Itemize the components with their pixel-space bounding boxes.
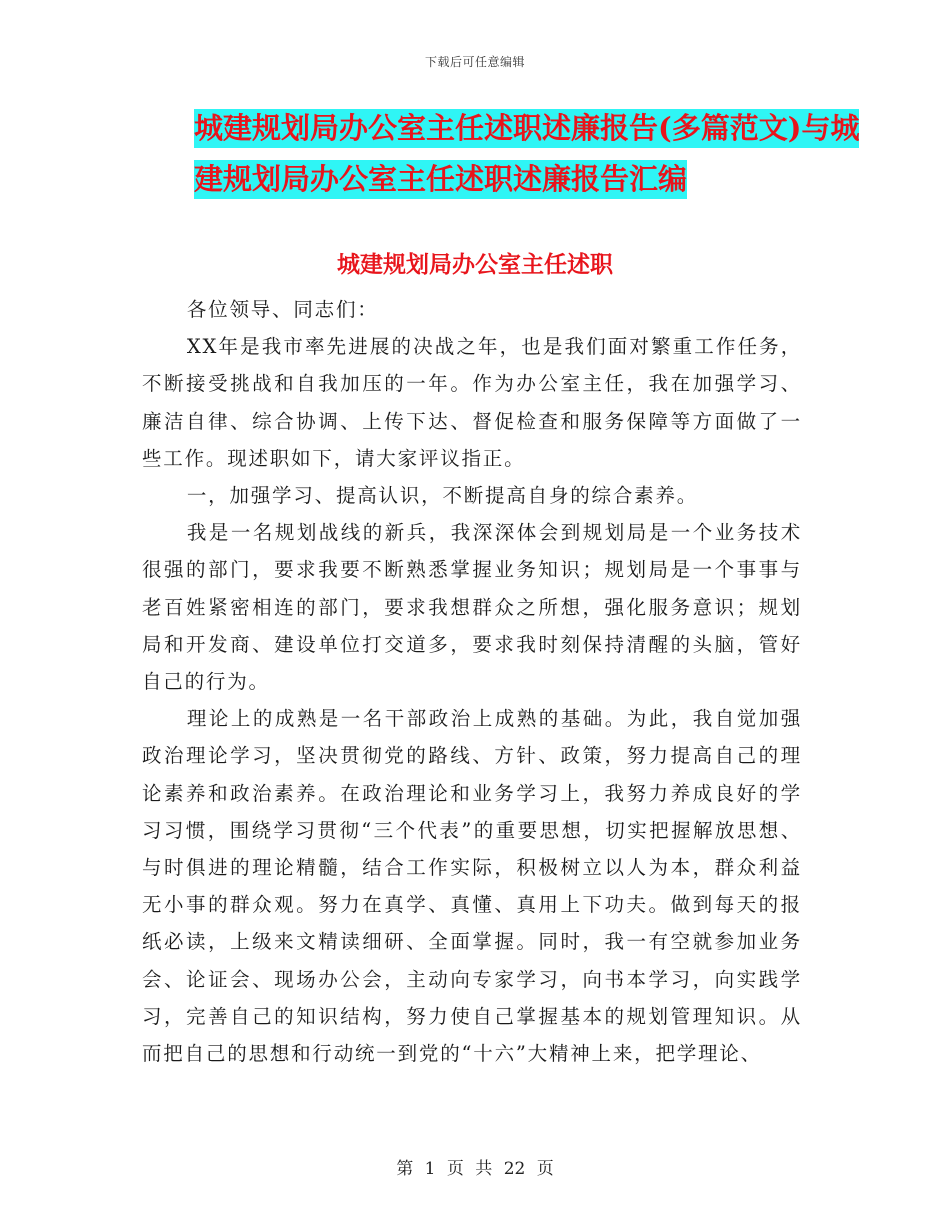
title-line-1: 城建规划局办公室主任述职述廉报告(多篇范文)与城 [194,109,859,148]
header-note: 下载后可任意编辑 [424,55,525,69]
document-body [142,291,802,1072]
body-paragraph: 一，加强学习、提高认识，不断提高自身的综合素养。 [186,484,699,508]
document-title [142,103,860,205]
section-title: 城建规划局办公室主任述职 [337,251,613,278]
body-paragraph: XX年是我市率先进展的决战之年，也是我们面对繁重工作任务，不断接受挑战和自我加压的一年。作为办公室主任，我在加强学习、廉洁自律、综合协调、上传下达、督促检查和服务保障等方面做了一些工作。现述职如下，请大家评议指正。 [142,335,802,470]
page-number-footer: 第 1 页 共 22 页 [396,1159,554,1179]
body-paragraph: 理论上的成熟是一名干部政治上成熟的基础。为此，我自觉加强政治理论学习，坚决贯彻党的路线、方针、政策，努力提高自己的理论素养和政治素养。在政治理论和业务学习上，我努力养成良好的学习习惯，围绕学习贯彻“三个代表”的重要思想，切实把握解放思想、与时俱进的理论精髓，结合工作实际，积极树立以人为本，群众利益无小事的群众观。努力在真学、真懂、真用上下功夫。做到每天的报纸必读，上级来文精读细研、全面掌握。同时，我一有空就参加业务会、论证会、现场办公会，主动向专家学习，向书本学习，向实践学习，完善自己的知识结构，努力使自己掌握基本的规划管理知识。从而把自己的思想和行动统一到党的“十六”大精神上来，把学理论、 [142,707,802,1066]
title-line-2: 建规划局办公室主任述职述廉报告汇编 [194,160,687,199]
body-paragraph: 我是一名规划战线的新兵，我深深体会到规划局是一个业务技术很强的部门，要求我要不断熟悉掌握业务知识；规划局是一个事事与老百姓紧密相连的部门，要求我想群众之所想，强化服务意识；规划局和开发商、建设单位打交道多，要求我时刻保持清醒的头脑，管好自己的行为。 [142,521,802,694]
salutation-paragraph: 各位领导、同志们： [186,298,379,321]
